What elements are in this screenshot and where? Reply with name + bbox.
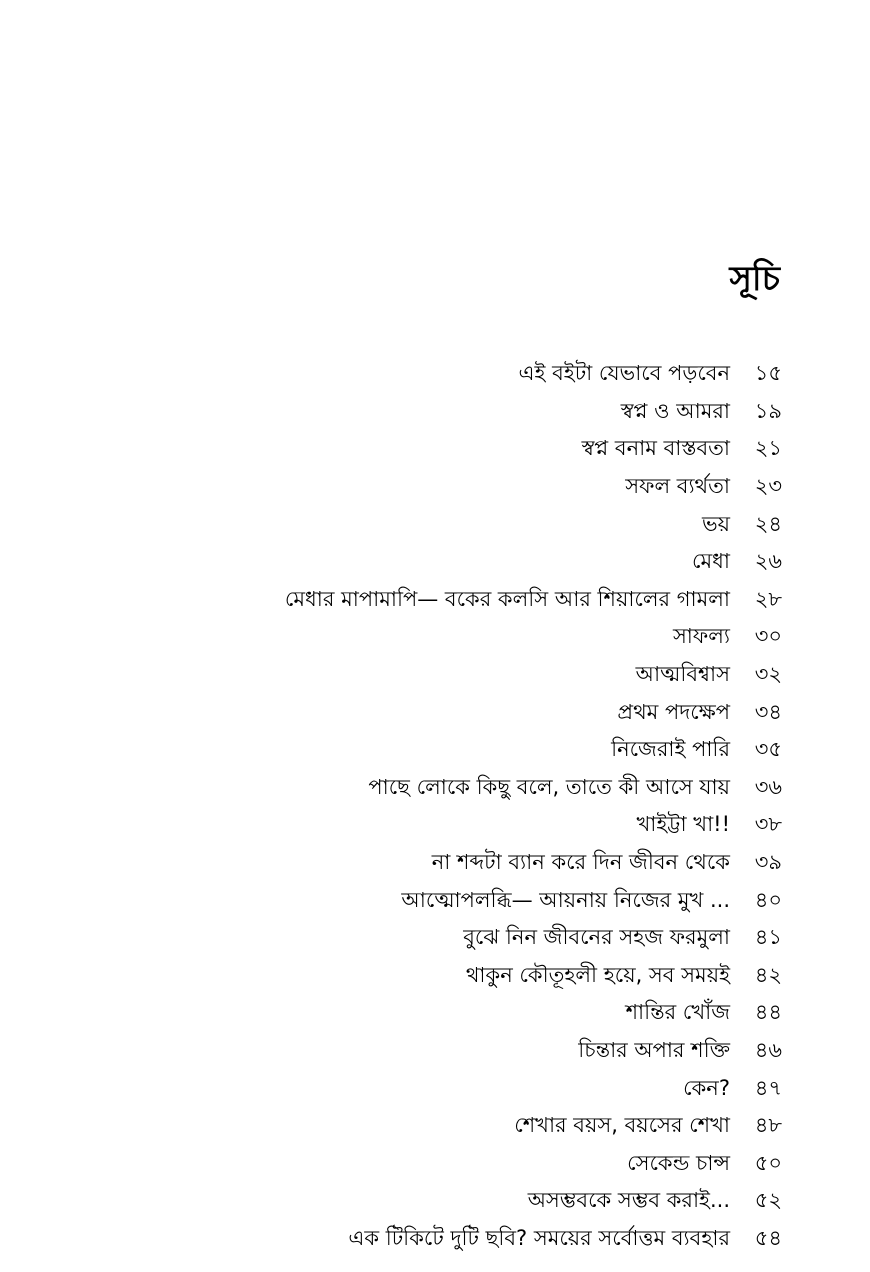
toc-entry bbox=[142, 1033, 782, 1071]
toc-entry-title: কেন? bbox=[683, 1075, 730, 1100]
toc-entry-page-number: ৫৪ bbox=[754, 1225, 782, 1250]
toc-entry-title: পাছে লোকে কিছু বলে, তাতে কী আসে যায় bbox=[368, 774, 730, 799]
toc-entry bbox=[142, 1183, 782, 1221]
toc-entry-title: সেকেন্ড চান্স bbox=[627, 1150, 730, 1175]
toc-entry-page-number: ৩৫ bbox=[754, 737, 782, 762]
toc-entry-page-number: ৩২ bbox=[754, 662, 782, 687]
toc-entry bbox=[142, 431, 782, 469]
toc-entry bbox=[142, 469, 782, 507]
toc-entry bbox=[142, 1221, 782, 1259]
toc-entry-page-number: ১৫ bbox=[754, 361, 782, 386]
toc-entry-page-number: ৩৪ bbox=[754, 699, 782, 724]
toc-entry bbox=[142, 882, 782, 920]
toc-entry-title: থাকুন কৌতূহলী হয়ে, সব সময়ই bbox=[465, 962, 730, 987]
toc-entry-title: সফল ব্যর্থতা bbox=[625, 474, 730, 499]
toc-entry-page-number: ৪৭ bbox=[754, 1075, 782, 1100]
toc-entry-page-number: ৩০ bbox=[754, 624, 782, 649]
toc-entry bbox=[142, 770, 782, 808]
toc-entry-title: ভয় bbox=[701, 511, 730, 536]
toc-entry bbox=[142, 506, 782, 544]
toc-entry-page-number: ৪২ bbox=[754, 962, 782, 987]
toc-entry-title: মেধা bbox=[691, 549, 730, 574]
toc-entry bbox=[142, 1145, 782, 1183]
toc-entry-title: স্বপ্ন ও আমরা bbox=[620, 398, 730, 423]
toc-entry bbox=[142, 995, 782, 1033]
toc-title: সূচি bbox=[729, 259, 780, 299]
toc-entry-title: প্রথম পদক্ষেপ bbox=[617, 699, 730, 724]
toc-entry-title: মেধার মাপামাপি— বকের কলসি আর শিয়ালের গামলা bbox=[284, 586, 730, 611]
toc-entry-page-number: ১৯ bbox=[754, 398, 782, 423]
toc-entry-page-number: ২৮ bbox=[754, 586, 782, 611]
toc-entry-page-number: ৩৯ bbox=[754, 850, 782, 875]
toc-entry-title: খাইট্টা খা!! bbox=[636, 812, 730, 837]
toc-entry bbox=[142, 958, 782, 996]
toc-entry-page-number: ৩৮ bbox=[754, 812, 782, 837]
toc-entry-page-number: ২৬ bbox=[754, 549, 782, 574]
toc-entry bbox=[142, 694, 782, 732]
toc-entry-title: নিজেরাই পারি bbox=[611, 737, 730, 762]
toc-entry bbox=[142, 732, 782, 770]
toc-entry-title: শেখার বয়স, বয়সের শেখা bbox=[514, 1113, 730, 1138]
toc-entry-page-number: ২১ bbox=[754, 436, 782, 461]
toc-entry-page-number: ৩৬ bbox=[754, 774, 782, 799]
toc-entry bbox=[142, 619, 782, 657]
toc-entry-title: অসম্ভবকে সম্ভব করাই... bbox=[527, 1188, 730, 1213]
toc-entry bbox=[142, 394, 782, 432]
toc-entry bbox=[142, 807, 782, 845]
toc-entry-page-number: ৪০ bbox=[754, 887, 782, 912]
toc-entry-title: আত্মবিশ্বাস bbox=[635, 662, 730, 687]
toc-entry bbox=[142, 845, 782, 883]
toc-entry-page-number: ৪১ bbox=[754, 925, 782, 950]
toc-entry-title: সাফল্য bbox=[672, 624, 730, 649]
toc-entry-page-number: ২৩ bbox=[754, 474, 782, 499]
toc-entry bbox=[142, 544, 782, 582]
toc-entry-title: এই বইটা যেভাবে পড়বেন bbox=[518, 361, 730, 386]
toc-entry bbox=[142, 657, 782, 695]
toc-entry-page-number: ৪৪ bbox=[754, 1000, 782, 1025]
toc-entry-title: না শব্দটা ব্যান করে দিন জীবন থেকে bbox=[431, 850, 730, 875]
toc-list bbox=[142, 356, 782, 1258]
toc-entry-page-number: ৪৮ bbox=[754, 1113, 782, 1138]
toc-entry-title: স্বপ্ন বনাম বাস্তবতা bbox=[581, 436, 730, 461]
toc-entry bbox=[142, 582, 782, 620]
toc-entry-title: আত্মোপলব্ধি— আয়নায় নিজের মুখ ... bbox=[401, 887, 730, 912]
toc-entry-title: চিন্তার অপার শক্তি bbox=[578, 1037, 730, 1062]
toc-entry-page-number: ৪৬ bbox=[754, 1037, 782, 1062]
toc-entry bbox=[142, 1108, 782, 1146]
toc-entry-title: বুঝে নিন জীবনের সহজ ফরমুলা bbox=[463, 925, 730, 950]
toc-entry-title: শান্তির খোঁজ bbox=[625, 1000, 730, 1025]
toc-entry-page-number: ৫২ bbox=[754, 1188, 782, 1213]
toc-entry bbox=[142, 356, 782, 394]
toc-entry bbox=[142, 920, 782, 958]
toc-entry bbox=[142, 1070, 782, 1108]
toc-entry-title: এক টিকিটে দুটি ছবি? সময়ের সর্বোত্তম ব্যবহার bbox=[348, 1225, 730, 1250]
toc-entry-page-number: ২৪ bbox=[754, 511, 782, 536]
toc-entry-page-number: ৫০ bbox=[754, 1150, 782, 1175]
